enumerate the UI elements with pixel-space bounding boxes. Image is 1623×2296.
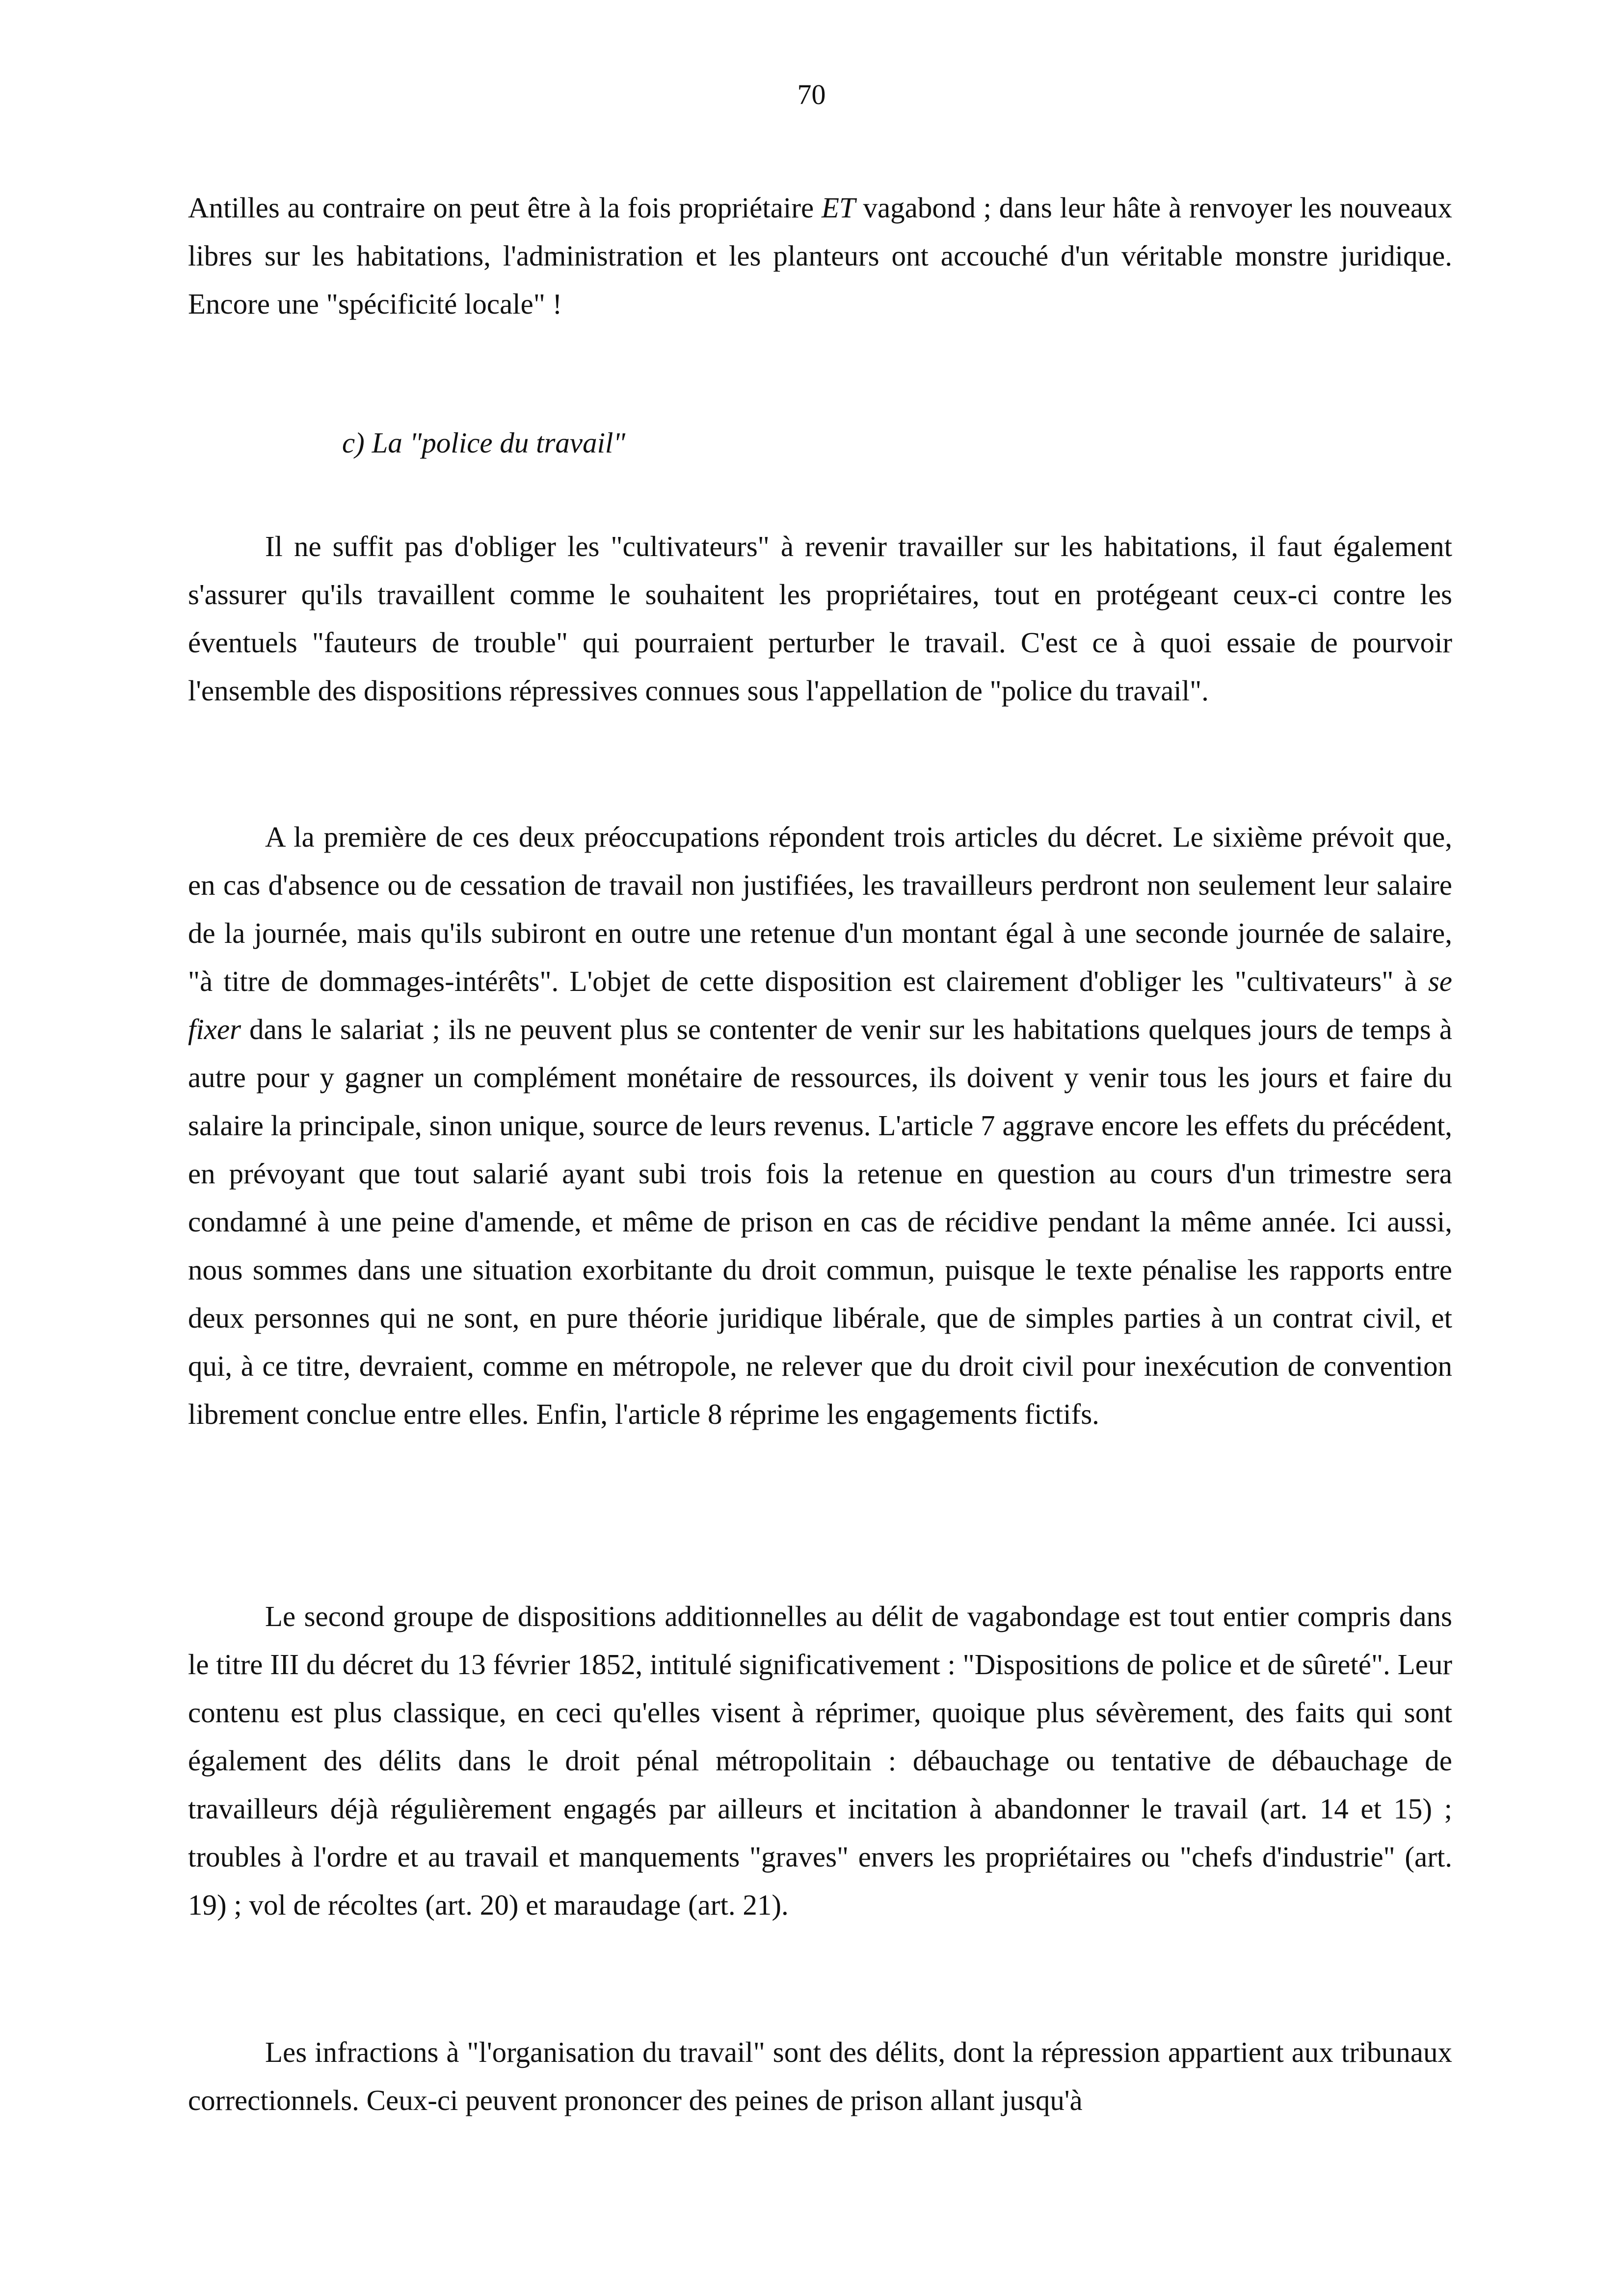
paragraph-2-block [188, 813, 1452, 1438]
paragraph-1: Il ne suffit pas d'obliger les "cultivateurs" à revenir travailler sur les habitations, il faut également s'assurer qu'ils travaillent comme le souhaitent les propriétaires, tout en protégeant ceux-ci contre les éventuels "fauteurs de trouble" qui pourraient perturber le travail. C'est ce à quoi essaie de pourvoir l'ensemble des dispositions répressives connues sous l'appellation de "police du travail". [188, 530, 1452, 707]
section-heading: c) La "police du travail" [342, 427, 626, 459]
paragraph-2-emphasis: se fixer [188, 965, 1452, 1045]
intro-text-2: vagabond ; dans leur hâte à renvoyer les nouveaux libres sur les habitations, l'administration et les planteurs ont accouché d'un véritable monstre juridique. Encore une "spécificité locale" ! [188, 191, 1452, 320]
paragraph-1-block [188, 522, 1452, 715]
page-number: 70 [797, 79, 826, 110]
paragraph-2-text-1: A la première de ces deux préoccupations répondent trois articles du décret. Le sixième prévoit que, en cas d'absence ou de cessation de travail non justifiées, les travailleurs perdront non seulement leur salaire de la journée, mais qu'ils subiront en outre une retenue d'un montant égal à une seconde journée de salaire, "à titre de dommages-intérêts". L'objet de cette disposition est clairement d'obliger les "cultivateurs" à [188, 821, 1452, 997]
intro-text-1: Antilles au contraire on peut être à la fois propriétaire [188, 191, 822, 224]
paragraph-3-block [188, 1592, 1452, 1929]
paragraph-4: Les infractions à "l'organisation du travail" sont des délits, dont la répression appartient aux tribunaux correctionnels. Ceux-ci peuvent prononcer des peines de prison allant jusqu'à [188, 2036, 1452, 2116]
paragraph-4-block [188, 2028, 1452, 2124]
paragraph-2 [188, 813, 1452, 1438]
intro-block [188, 184, 1452, 328]
paragraph-3: Le second groupe de dispositions additionnelles au délit de vagabondage est tout entier compris dans le titre III du décret du 13 février 1852, intitulé significativement : "Dispositions de police et de sûreté". Leur contenu est plus classique, en ceci qu'elles visent à réprimer, quoique plus sévèrement, des faits qui sont également des délits dans le droit pénal métropolitain : débauchage ou tentative de débauchage de travailleurs déjà régulièrement engagés par ailleurs et incitation à abandonner le travail (art. 14 et 15) ; troubles à l'ordre et au travail et manquements "graves" envers les propriétaires ou "chefs d'industrie" (art. 19) ; vol de récoltes (art. 20) et maraudage (art. 21). [188, 1600, 1452, 1921]
intro-emphasis: ET [821, 191, 855, 224]
intro-paragraph [188, 184, 1452, 328]
paragraph-2-text-2: dans le salariat ; ils ne peuvent plus se contenter de venir sur les habitations quelques jours de temps à autre pour y gagner un complément monétaire de ressources, ils doivent y venir tous les jours et faire du salaire la principale, sinon unique, source de leurs revenus. L'article 7 aggrave encore les effets du précédent, en prévoyant que tout salarié ayant subi trois fois la retenue en question au cours d'un trimestre sera condamné à une peine d'amende, et même de prison en cas de récidive pendant la même année. Ici aussi, nous sommes dans une situation exorbitante du droit commun, puisque le texte pénalise les rapports entre deux personnes qui ne sont, en pure théorie juridique libérale, que de simples parties à un contrat civil, et qui, à ce titre, devraient, comme en métropole, ne relever que du droit civil pour inexécution de convention librement conclue entre elles. Enfin, l'article 8 réprime les engagements fictifs. [188, 1013, 1452, 1430]
